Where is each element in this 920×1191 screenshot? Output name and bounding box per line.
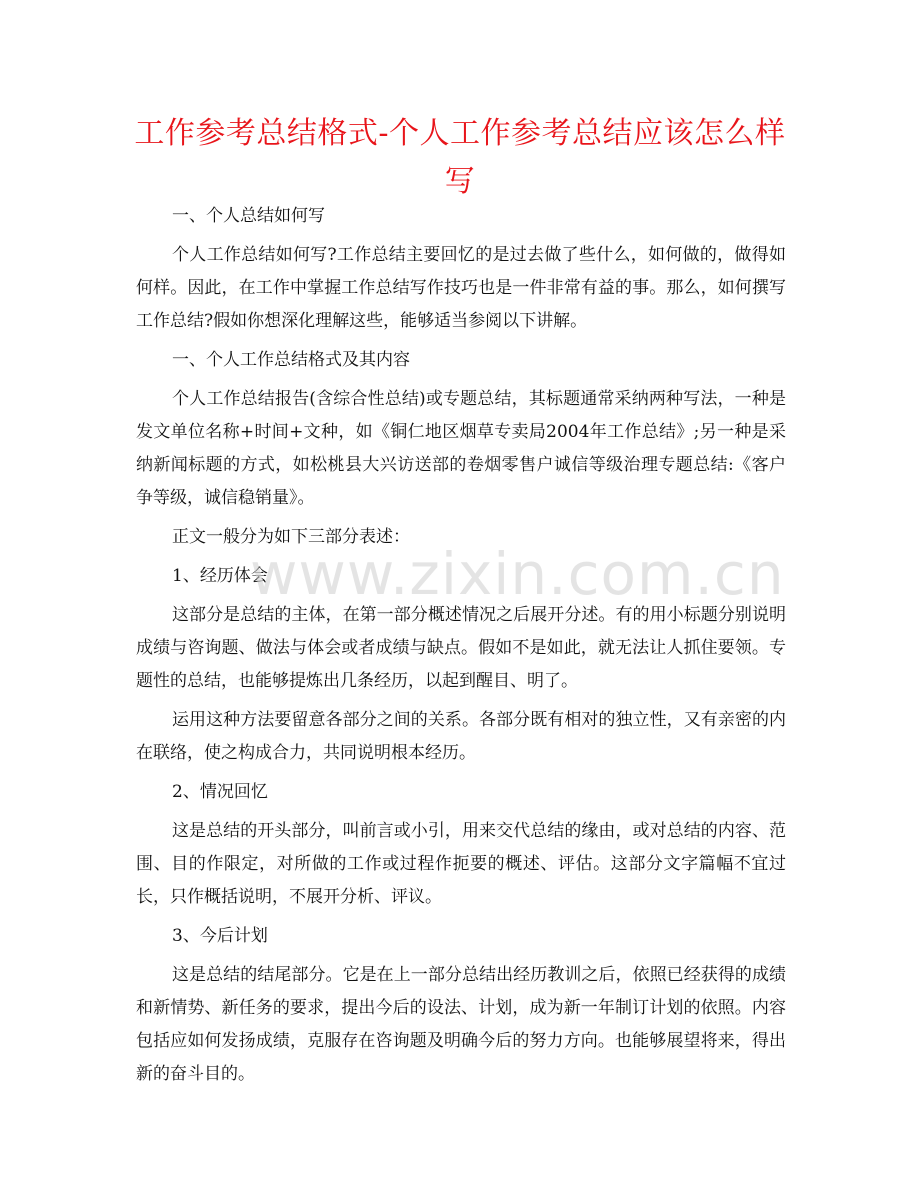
section-heading: 1、经历体会 [172,566,268,586]
section-heading: 一、个人总结如何写 [172,206,325,226]
paragraph: 这是总结的结尾部分。它是在上一部分总结出经历教训之后，依照已经获得的成绩和新情势、新任务的要求，提出今后的设法、计划，成为新一年制订计划的依照。内容包括应如何发扬成绩，克服存在咨询题及明确今后的努力方向。也能够展望将来，得出新的奋斗目的。 [136,965,786,1084]
document-body [136,200,786,1091]
paragraph: 这部分是总结的主体，在第一部分概述情况之后展开分述。有的用小标题分别说明成绩与咨询题、做法与体会或者成绩与缺点。假如不是如此，就无法让人抓住要领。专题性的总结，也能够提炼出几条经历，以起到醒目、明了。 [136,605,786,691]
document-title: 工作参考总结格式-个人工作参考总结应该怎么样写 [134,116,786,199]
section-heading: 正文一般分为如下三部分表述： [172,527,410,547]
paragraph: 个人工作总结报告(含综合性总结)或专题总结，其标题通常采纳两种写法，一种是发文单位名称+时间+文种，如《铜仁地区烟草专卖局2004年工作总结》;另一种是采纳新闻标题的方式，如松桃县大兴访送部的卷烟零售户诚信等级治理专题总结:《客户争等级，诚信稳销量》。 [136,389,786,508]
watermark-text: www.zixin.com.cn [250,540,785,608]
paragraph: 这是总结的开头部分，叫前言或小引，用来交代总结的缘由，或对总结的内容、范围、目的作限定，对所做的工作或过程作扼要的概述、评估。这部分文字篇幅不宜过长，只作概括说明，不展开分析、评议。 [136,821,786,907]
section-heading: 一、个人工作总结格式及其内容 [172,350,410,370]
section-heading: 3、今后计划 [172,926,268,946]
section-heading: 2、情况回忆 [172,782,268,802]
paragraph: 运用这种方法要留意各部分之间的关系。各部分既有相对的独立性，又有亲密的内在联络，使之构成合力，共同说明根本经历。 [136,710,786,763]
paragraph: 个人工作总结如何写?工作总结主要回忆的是过去做了些什么，如何做的，做得如何样。因此，在工作中掌握工作总结写作技巧也是一件非常有益的事。那么，如何撰写工作总结?假如你想深化理解这些，能够适当参阅以下讲解。 [136,245,786,331]
